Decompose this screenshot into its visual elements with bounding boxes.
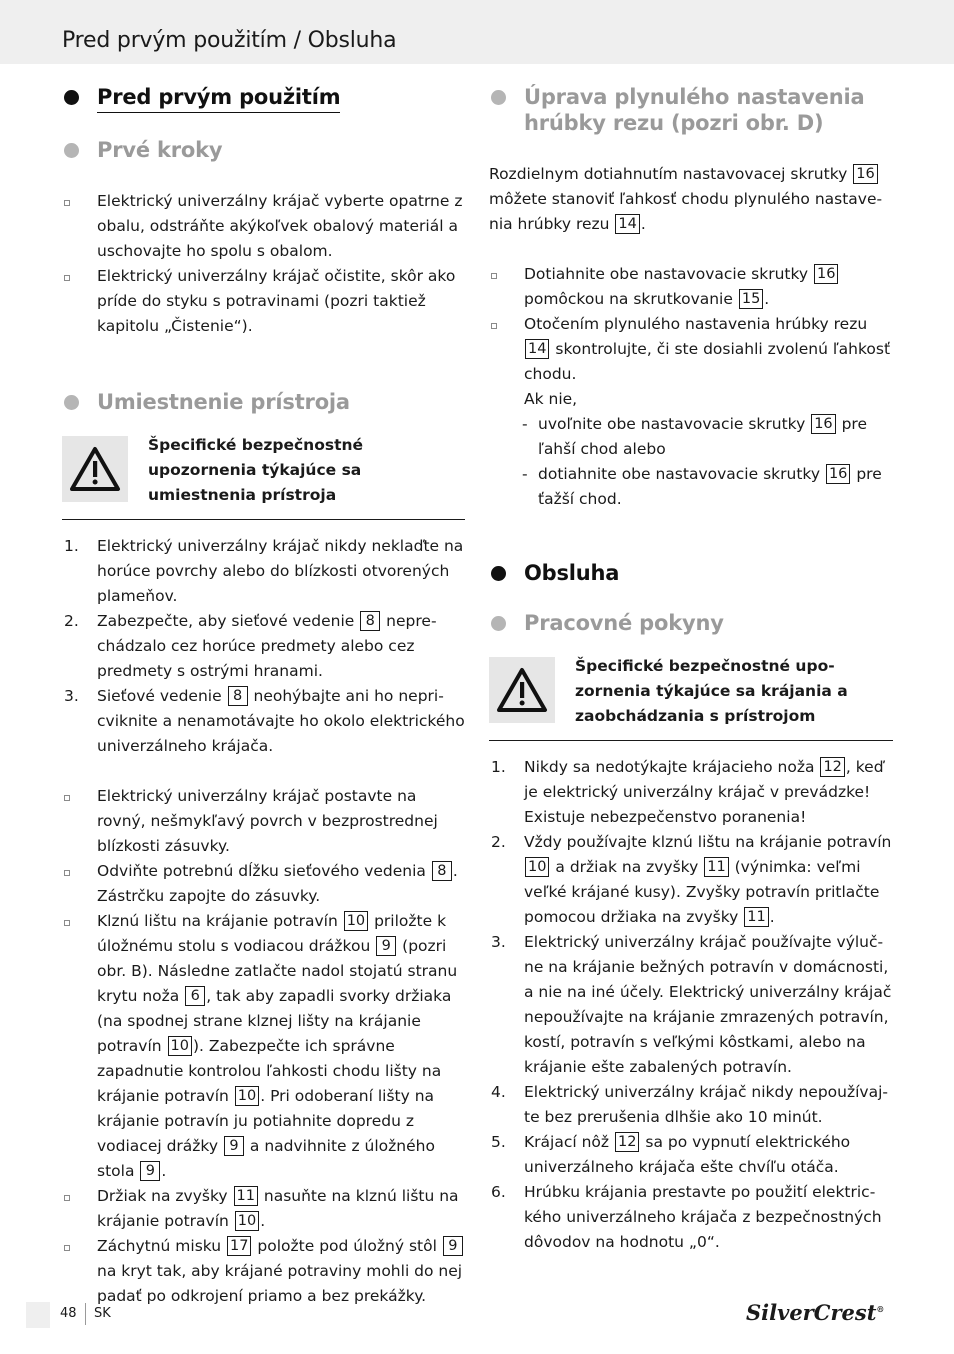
part-ref: 14: [615, 214, 639, 234]
list-item: Otočením plynulého nastavenia hrúbky rezu 14 skontrolujte, či ste dosiahli zvolenú ľahkosť chodu. Ak nie,: [489, 312, 893, 412]
bullet-icon: [64, 90, 79, 105]
warning-block: [489, 654, 893, 729]
numbered-item: 1. Nikdy sa nedotýkajte krájacieho noža 12 , keď je elektrický univerzálny krájač v prevádzke! Existuje nebezpečenstvo poranenia!: [491, 758, 884, 826]
part-ref: 14: [525, 339, 549, 359]
part-ref: 11: [704, 857, 728, 877]
list-item: Dotiahnite obe nastavovacie skrutky 16 pomôckou na skrutkovanie 15 .: [489, 262, 893, 312]
part-ref: 17: [227, 1236, 251, 1256]
divider: [62, 519, 465, 520]
bullet-icon: [491, 616, 506, 631]
part-ref: 8: [360, 611, 380, 631]
brand-logo: SilverCrest®: [746, 1300, 885, 1325]
divider: [85, 1303, 86, 1325]
section-heading-adjustment: Úprava plynulého nastavenia hrúbky rezu (pozri obr. D): [489, 84, 893, 136]
page-title: Pred prvým použitím / Obsluha: [62, 28, 397, 53]
section-heading-first-steps: Prvé kroky: [62, 137, 465, 163]
part-ref: 10: [525, 857, 549, 877]
warning-text: Špecifické bezpečnostné upozornenia týkajúce sa krájania a zaobchádzania s prístrojom: [575, 657, 848, 725]
checkbox-square-icon: [64, 795, 70, 801]
bullet-icon: [64, 143, 79, 158]
section-heading-placement: Umiestnenie prístroja: [62, 389, 465, 415]
part-ref: 10: [344, 911, 368, 931]
part-ref: 12: [820, 757, 844, 777]
warning-text: Špecifické bezpečnostné upozornenia týkajúce sa umiestnenia prístroja: [148, 436, 364, 504]
bullet-icon: [491, 90, 506, 105]
bullet-icon: [64, 395, 79, 410]
part-ref: 8: [432, 861, 452, 881]
list-item: Elektrický univerzálny krájač vyberte opatrne z obalu, odstráňte akýkoľvek obalový materiál a uschovajte ho spolu s obalom.: [62, 189, 465, 264]
numbered-item: 6. Hrúbku krájania prestavte po použití elektrického univerzálneho krájača z bezpečnostných dôvodov na hodnotu „0“.: [491, 1183, 882, 1251]
list-item: Odviňte potrebnú dĺžku sieťového vedenia 8 . Zástrčku zapojte do zásuvky.: [62, 859, 465, 909]
list-item: Klznú lištu na krájanie potravín 10 priložte k úložnému stolu s vodiacou drážkou 9 (pozri obr. B). Následne zatlačte nadol stojatú stranu krytu noža 6 , tak aby zapadli svorky držiaka (na spodnej strane klznej lišty na krájanie potravín 10 ). Zabezpečte ich správne zapadnutie kontrolou ľahkosti chodu lišty na krájanie potravín 10 . Pri odoberaní lišty na krájanie potravín ju potiahnite dopredu z vodiacej drážky 9 a nadvihnite z úložného stola 9 .: [62, 909, 465, 1184]
warning-block: [62, 433, 465, 508]
checkbox-square-icon: [64, 870, 70, 876]
section-heading-before-use: Pred prvým použitím: [62, 84, 465, 113]
page-number: 48: [60, 1306, 77, 1321]
numbered-item: 1. Elektrický univerzálny krájač nikdy neklaďte na horúce povrchy alebo do blízkosti otvorených plameňov.: [64, 537, 464, 605]
list-item: Elektrický univerzálny krájač postavte na rovný, nešmykľavý povrch v bezprostrednej blízkosti zásuvky.: [62, 784, 465, 859]
part-ref: 11: [234, 1186, 258, 1206]
checkbox-square-icon: [64, 1245, 70, 1251]
list-item: Držiak na zvyšky 11 nasuňte na klznú lištu na krájanie potravín 10 .: [62, 1184, 465, 1234]
part-ref: 12: [615, 1132, 639, 1152]
divider: [489, 740, 893, 741]
part-ref: 16: [826, 464, 850, 484]
checkbox-square-icon: [64, 920, 70, 926]
part-ref: 9: [443, 1236, 463, 1256]
dash-item: - dotiahnite obe nastavovacie skrutky 16 pre ťažší chod.: [522, 465, 882, 508]
dash-item: - uvoľnite obe nastavovacie skrutky 16 pre ľahší chod alebo: [522, 415, 868, 458]
list-item: Elektrický univerzálny krájač očistite, skôr ako príde do styku s potravinami (pozri taktiež kapitolu „Čistenie“).: [62, 264, 465, 339]
language-code: SK: [94, 1306, 111, 1321]
checkbox-square-icon: [491, 273, 497, 279]
numbered-item: 2. Vždy používajte klznú lištu na krájanie potravín 10 a držiak na zvyšky 11 (výnimka: veľmi veľké krájané kusy). Zvyšky potravín pritlačte pomocou držiaka na zvyšky 11 .: [491, 833, 892, 926]
left-column: [62, 84, 465, 1309]
part-ref: 9: [376, 936, 396, 956]
numbered-item: 3. Sieťové vedenie 8 neohýbajte ani ho nepricviknite a nenamotávajte ho okolo elektrického univerzálneho krájača.: [64, 687, 465, 755]
bullet-icon: [491, 566, 506, 581]
numbered-item: 2. Zabezpečte, aby sieťové vedenie 8 neprechádzalo cez horúce predmety alebo cez predmety s ostrými hranami.: [64, 612, 437, 680]
part-ref: 15: [739, 289, 763, 309]
part-ref: 10: [168, 1036, 192, 1056]
part-ref: 8: [228, 686, 248, 706]
numbered-item: 4. Elektrický univerzálny krájač nikdy nepoužívajte bez prerušenia dlhšie ako 10 minút.: [491, 1083, 888, 1126]
part-ref: 9: [224, 1136, 244, 1156]
checkbox-square-icon: [64, 200, 70, 206]
part-ref: 6: [185, 986, 205, 1006]
section-heading-work-instructions: Pracovné pokyny: [489, 610, 893, 636]
part-ref: 10: [235, 1086, 259, 1106]
section-heading-operation: Obsluha: [489, 560, 893, 586]
part-ref: 16: [814, 264, 838, 284]
footer-marker: [26, 1302, 50, 1328]
checkbox-square-icon: [491, 323, 497, 329]
checkbox-square-icon: [64, 275, 70, 281]
warning-icon: [62, 436, 128, 502]
numbered-item: 5. Krájací nôž 12 sa po vypnutí elektrického univerzálneho krájača ešte chvíľu otáča.: [491, 1133, 851, 1176]
list-item: Záchytnú misku 17 položte pod úložný stôl 9 na kryt tak, aby krájané potraviny mohli do nej padať po odkrojení priamo a bez prekážky.: [62, 1234, 465, 1309]
warning-icon: [489, 657, 555, 723]
part-ref: 11: [744, 907, 768, 927]
part-ref: 10: [235, 1211, 259, 1231]
part-ref: 16: [853, 164, 877, 184]
checkbox-square-icon: [64, 1195, 70, 1201]
intro-paragraph: Rozdielnym dotiahnutím nastavovacej skrutky 16 môžete stanoviť ľahkosť chodu plynulého nastavenia hrúbky rezu 14 .: [489, 165, 883, 233]
part-ref: 16: [811, 414, 835, 434]
numbered-item: 3. Elektrický univerzálny krájač používajte výlučne na krájanie bežných potravín v domácnosti, a nie na iné účely. Elektrický univerzálny krájač nepoužívajte na krájanie zmrazených potravín, kostí, potravín s veľkými kôstkami, alebo na krájanie ešte zabalených potravín.: [491, 933, 892, 1076]
right-column: [489, 84, 893, 1255]
part-ref: 9: [140, 1161, 160, 1181]
